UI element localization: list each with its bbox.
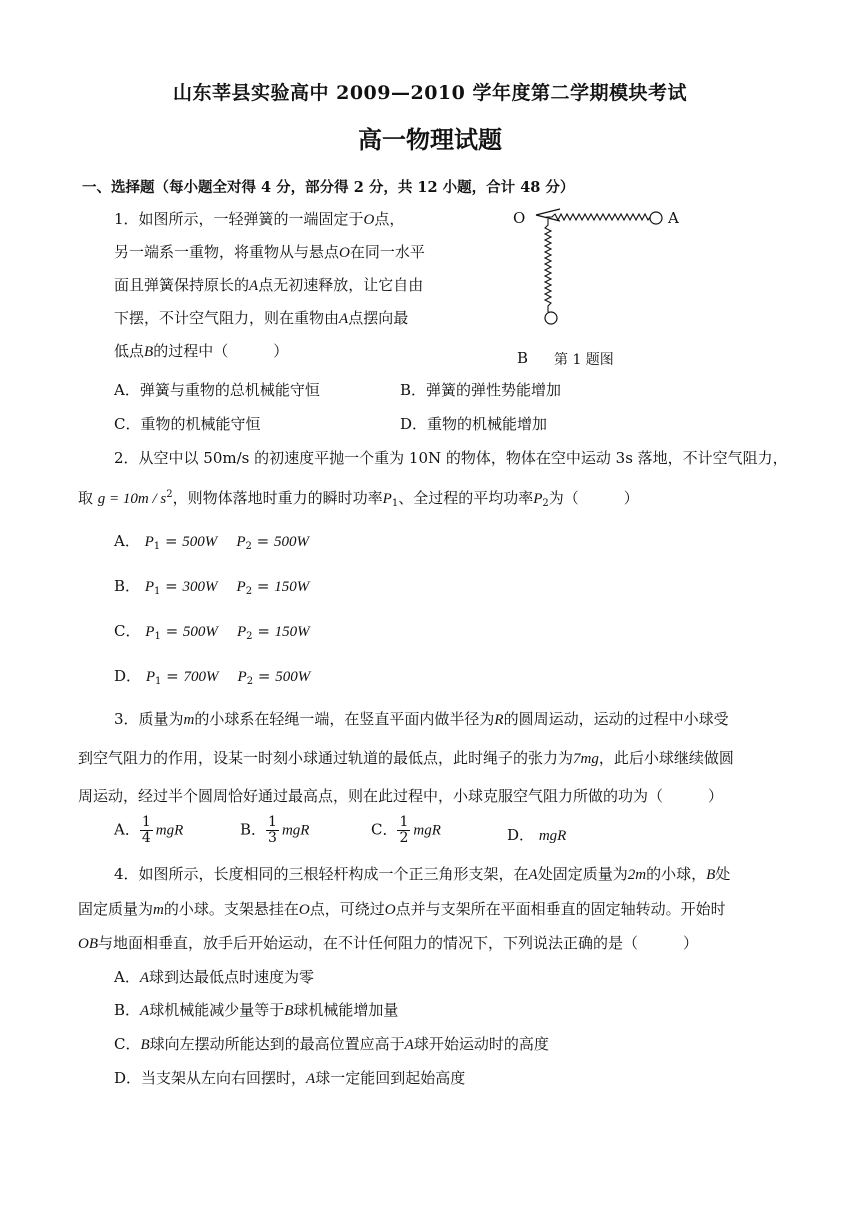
q1-text: 在同一水平 [349, 243, 425, 261]
q4-2m: 2m [627, 867, 647, 883]
q2-option-label: B． [114, 577, 141, 595]
figure-label-O: O [513, 209, 526, 227]
q3-text: ，此后小球继续做圆 [598, 749, 734, 767]
q1-text: 1．如图所示，一轻弹簧的一端固定于 [114, 210, 364, 228]
q2-option-a: A． $P_1 = 500W$ $P_2 = 500W$ [114, 532, 310, 552]
q2-option-label: D． [114, 667, 142, 685]
denominator: 4 [141, 830, 151, 846]
numerator: 1 [141, 814, 151, 830]
q4-line-2 [78, 899, 726, 920]
fraction [140, 815, 153, 846]
q1-option-c: C．重物的机械能守恒 [114, 415, 261, 433]
exam-title: 高一物理试题 [358, 125, 502, 154]
q4-ball-label: A [306, 1071, 316, 1087]
q4-option-label: D． [114, 1069, 142, 1087]
figure-caption: 第 1 题图 [554, 352, 614, 368]
q4-option-label: C． [114, 1035, 141, 1053]
q4-option-label: A． [114, 968, 140, 986]
q3-m: m [183, 712, 195, 728]
denominator: 2 [399, 830, 409, 846]
q4-option-c [114, 1033, 549, 1054]
q1-point-B: B [144, 344, 154, 360]
q2-p2-value: 150W [274, 624, 310, 640]
q3-line-3: 周运动，经过半个圆周恰好通过最高点，则在此过程中，小球克服空气阻力所做的功为（ ） [78, 787, 724, 805]
q4-O: O [298, 902, 310, 918]
q2-p2-symbol: P [533, 491, 543, 507]
q3-tension: 7mg [573, 751, 599, 767]
q4-ball-label: B [284, 1003, 294, 1019]
q2-text: 为（ ） [548, 489, 639, 507]
q2-g-exponent: 2 [166, 489, 173, 500]
q3-text: 3．质量为 [114, 710, 184, 728]
q4-ball-label: A [404, 1037, 414, 1053]
q3-R: R [494, 712, 504, 728]
q1-text: 的过程中（ ） [153, 342, 289, 360]
q1-point-O: O [363, 212, 375, 228]
spring-pendulum-diagram [500, 205, 690, 350]
q2-p1-value: 300W [182, 579, 218, 595]
q4-option-text: 球机械能增加量 [293, 1001, 399, 1019]
q4-text: 点并与支架所在平面相垂直的固定轴转动。开始时 [395, 900, 726, 918]
q1-line-3 [114, 275, 423, 296]
q4-text: 处固定质量为 [537, 865, 628, 883]
q4-ball-label: A [140, 1003, 150, 1019]
q4-option-label: B． [114, 1001, 141, 1019]
q2-text: 、全过程的平均功率 [398, 489, 534, 507]
school-title: 山东莘县实验高中 2009—2010 学年度第二学期模块考试 [173, 82, 687, 104]
q4-option-text: 球向左摆动所能达到的最高位置应高于 [149, 1035, 405, 1053]
q3-option-label: B． [240, 820, 267, 839]
q2-p1-value: 700W [183, 669, 219, 685]
q2-option-label: A． [114, 532, 140, 550]
q4-text: 固定质量为 [78, 900, 154, 918]
q1-line-1 [114, 209, 404, 230]
q1-option-b: B．弹簧的弹性势能增加 [400, 381, 562, 399]
q4-text: 的小球。支架悬挂在 [163, 900, 299, 918]
q2-p1-symbol: P [382, 491, 392, 507]
q4-A: A [528, 867, 538, 883]
q1-text: 下摆，不计空气阻力，则在重物由 [114, 309, 340, 327]
q4-line-1 [114, 864, 730, 885]
numerator: 1 [399, 814, 409, 830]
q1-line-4 [114, 308, 408, 329]
q3-text: 的圆周运动，运动的过程中小球受 [503, 710, 729, 728]
q4-text: 与地面相垂直，放手后开始运动，在不计任何阻力的情况下，下列说法正确的是（ ） [98, 934, 699, 952]
q1-point-A: A [339, 311, 349, 327]
q3-option-c [371, 815, 441, 846]
q4-option-a [114, 966, 314, 987]
q4-option-text: 球开始运动时的高度 [413, 1035, 549, 1053]
q2-p2-value: 150W [274, 579, 310, 595]
q2-g-expression: g = 10m / s [97, 491, 167, 507]
q2-option-label: C． [114, 622, 141, 640]
q4-option-d [114, 1067, 465, 1088]
q3-option-d [507, 824, 566, 845]
q2-line-2 [78, 485, 639, 514]
q3-option-b [240, 815, 309, 846]
q4-option-b [114, 999, 398, 1020]
section-heading: 一、选择题（每小题全对得 4 分，部分得 2 分，共 12 小题，合计 48 分） [82, 179, 575, 196]
q4-O: O [384, 902, 396, 918]
q2-p2-value: 500W [274, 534, 310, 550]
q2-line-1: 2．从空中以 50m/s 的初速度平抛一个重为 10N 的物体，物体在空中运动 3s 落地，不计空气阻力， [114, 449, 788, 467]
q2-text: ，则物体落地时重力的瞬时功率 [172, 489, 383, 507]
q2-p2-value: 500W [275, 669, 311, 685]
q2-p2-sub: 2 [542, 498, 549, 509]
q3-line-2 [78, 748, 734, 769]
q1-text: 另一端系一重物，将重物从与悬点 [114, 243, 340, 261]
q3-expr: mgR [155, 822, 184, 839]
q4-B: B [706, 867, 716, 883]
q4-text: 的小球， [646, 865, 707, 883]
numerator: 1 [268, 814, 277, 830]
q1-text: 点， [374, 210, 405, 228]
q1-text: 面且弹簧保持原长的 [114, 276, 250, 294]
q4-ball-label: B [140, 1037, 150, 1053]
q2-option-b: B． $P_1 = 300W$ $P_2 = 150W$ [114, 577, 310, 597]
q3-option-a [114, 815, 183, 846]
q3-expr: mgR [413, 822, 441, 839]
fraction [266, 815, 279, 846]
q4-line-3 [78, 933, 698, 954]
q4-option-text: 当支架从左向右回摆时， [141, 1069, 307, 1087]
q1-point-A: A [249, 278, 259, 294]
q4-option-text: 球到达最低点时速度为零 [149, 968, 315, 986]
q2-p1-value: 500W [182, 624, 218, 640]
q2-text: 取 [78, 489, 94, 507]
q1-figure [500, 205, 690, 350]
q1-option-d: D．重物的机械能增加 [400, 415, 548, 433]
q3-option-label: C． [371, 820, 398, 839]
q4-text: 4．如图所示，长度相同的三根轻杆构成一个正三角形支架，在 [114, 865, 529, 883]
q4-option-text: 球机械能减少量等于 [149, 1001, 285, 1019]
q4-OB: OB [78, 936, 98, 952]
q3-expr: mgR [538, 828, 567, 844]
q1-text: 点无初速释放，让它自由 [258, 276, 424, 294]
q1-point-O: O [339, 245, 350, 261]
q1-line-5 [114, 341, 288, 362]
fraction [397, 815, 410, 846]
q3-line-1 [114, 709, 729, 730]
q2-option-d: D． $P_1 = 700W$ $P_2 = 500W$ [114, 667, 311, 687]
q3-text: 到空气阻力的作用，设某一时刻小球通过轨道的最低点，此时绳子的张力为 [78, 749, 574, 767]
q1-line-2 [114, 242, 425, 263]
q4-m: m [153, 902, 164, 918]
figure-label-A: A [668, 209, 679, 227]
q2-p1-value: 500W [182, 534, 218, 550]
q2-p1-sub: 1 [391, 498, 399, 509]
q3-text: 的小球系在轻绳一端，在竖直平面内做半径为 [194, 710, 495, 728]
q4-ball-label: A [139, 970, 150, 986]
q2-option-c: C． $P_1 = 500W$ $P_2 = 150W$ [114, 622, 310, 642]
q1-text: 低点 [114, 342, 145, 360]
q3-option-label: A． [114, 820, 140, 839]
q4-text: 点，可绕过 [309, 900, 385, 918]
q3-option-label: D． [507, 826, 535, 844]
figure-label-B: B [517, 349, 529, 367]
q1-option-a: A．弹簧与重物的总机械能守恒 [114, 381, 320, 399]
q3-expr: mgR [281, 822, 310, 839]
denominator: 3 [268, 830, 277, 846]
q1-text: 点摆向最 [348, 309, 409, 327]
q4-option-text: 球一定能回到起始高度 [315, 1069, 466, 1087]
q4-text: 处 [715, 865, 731, 883]
